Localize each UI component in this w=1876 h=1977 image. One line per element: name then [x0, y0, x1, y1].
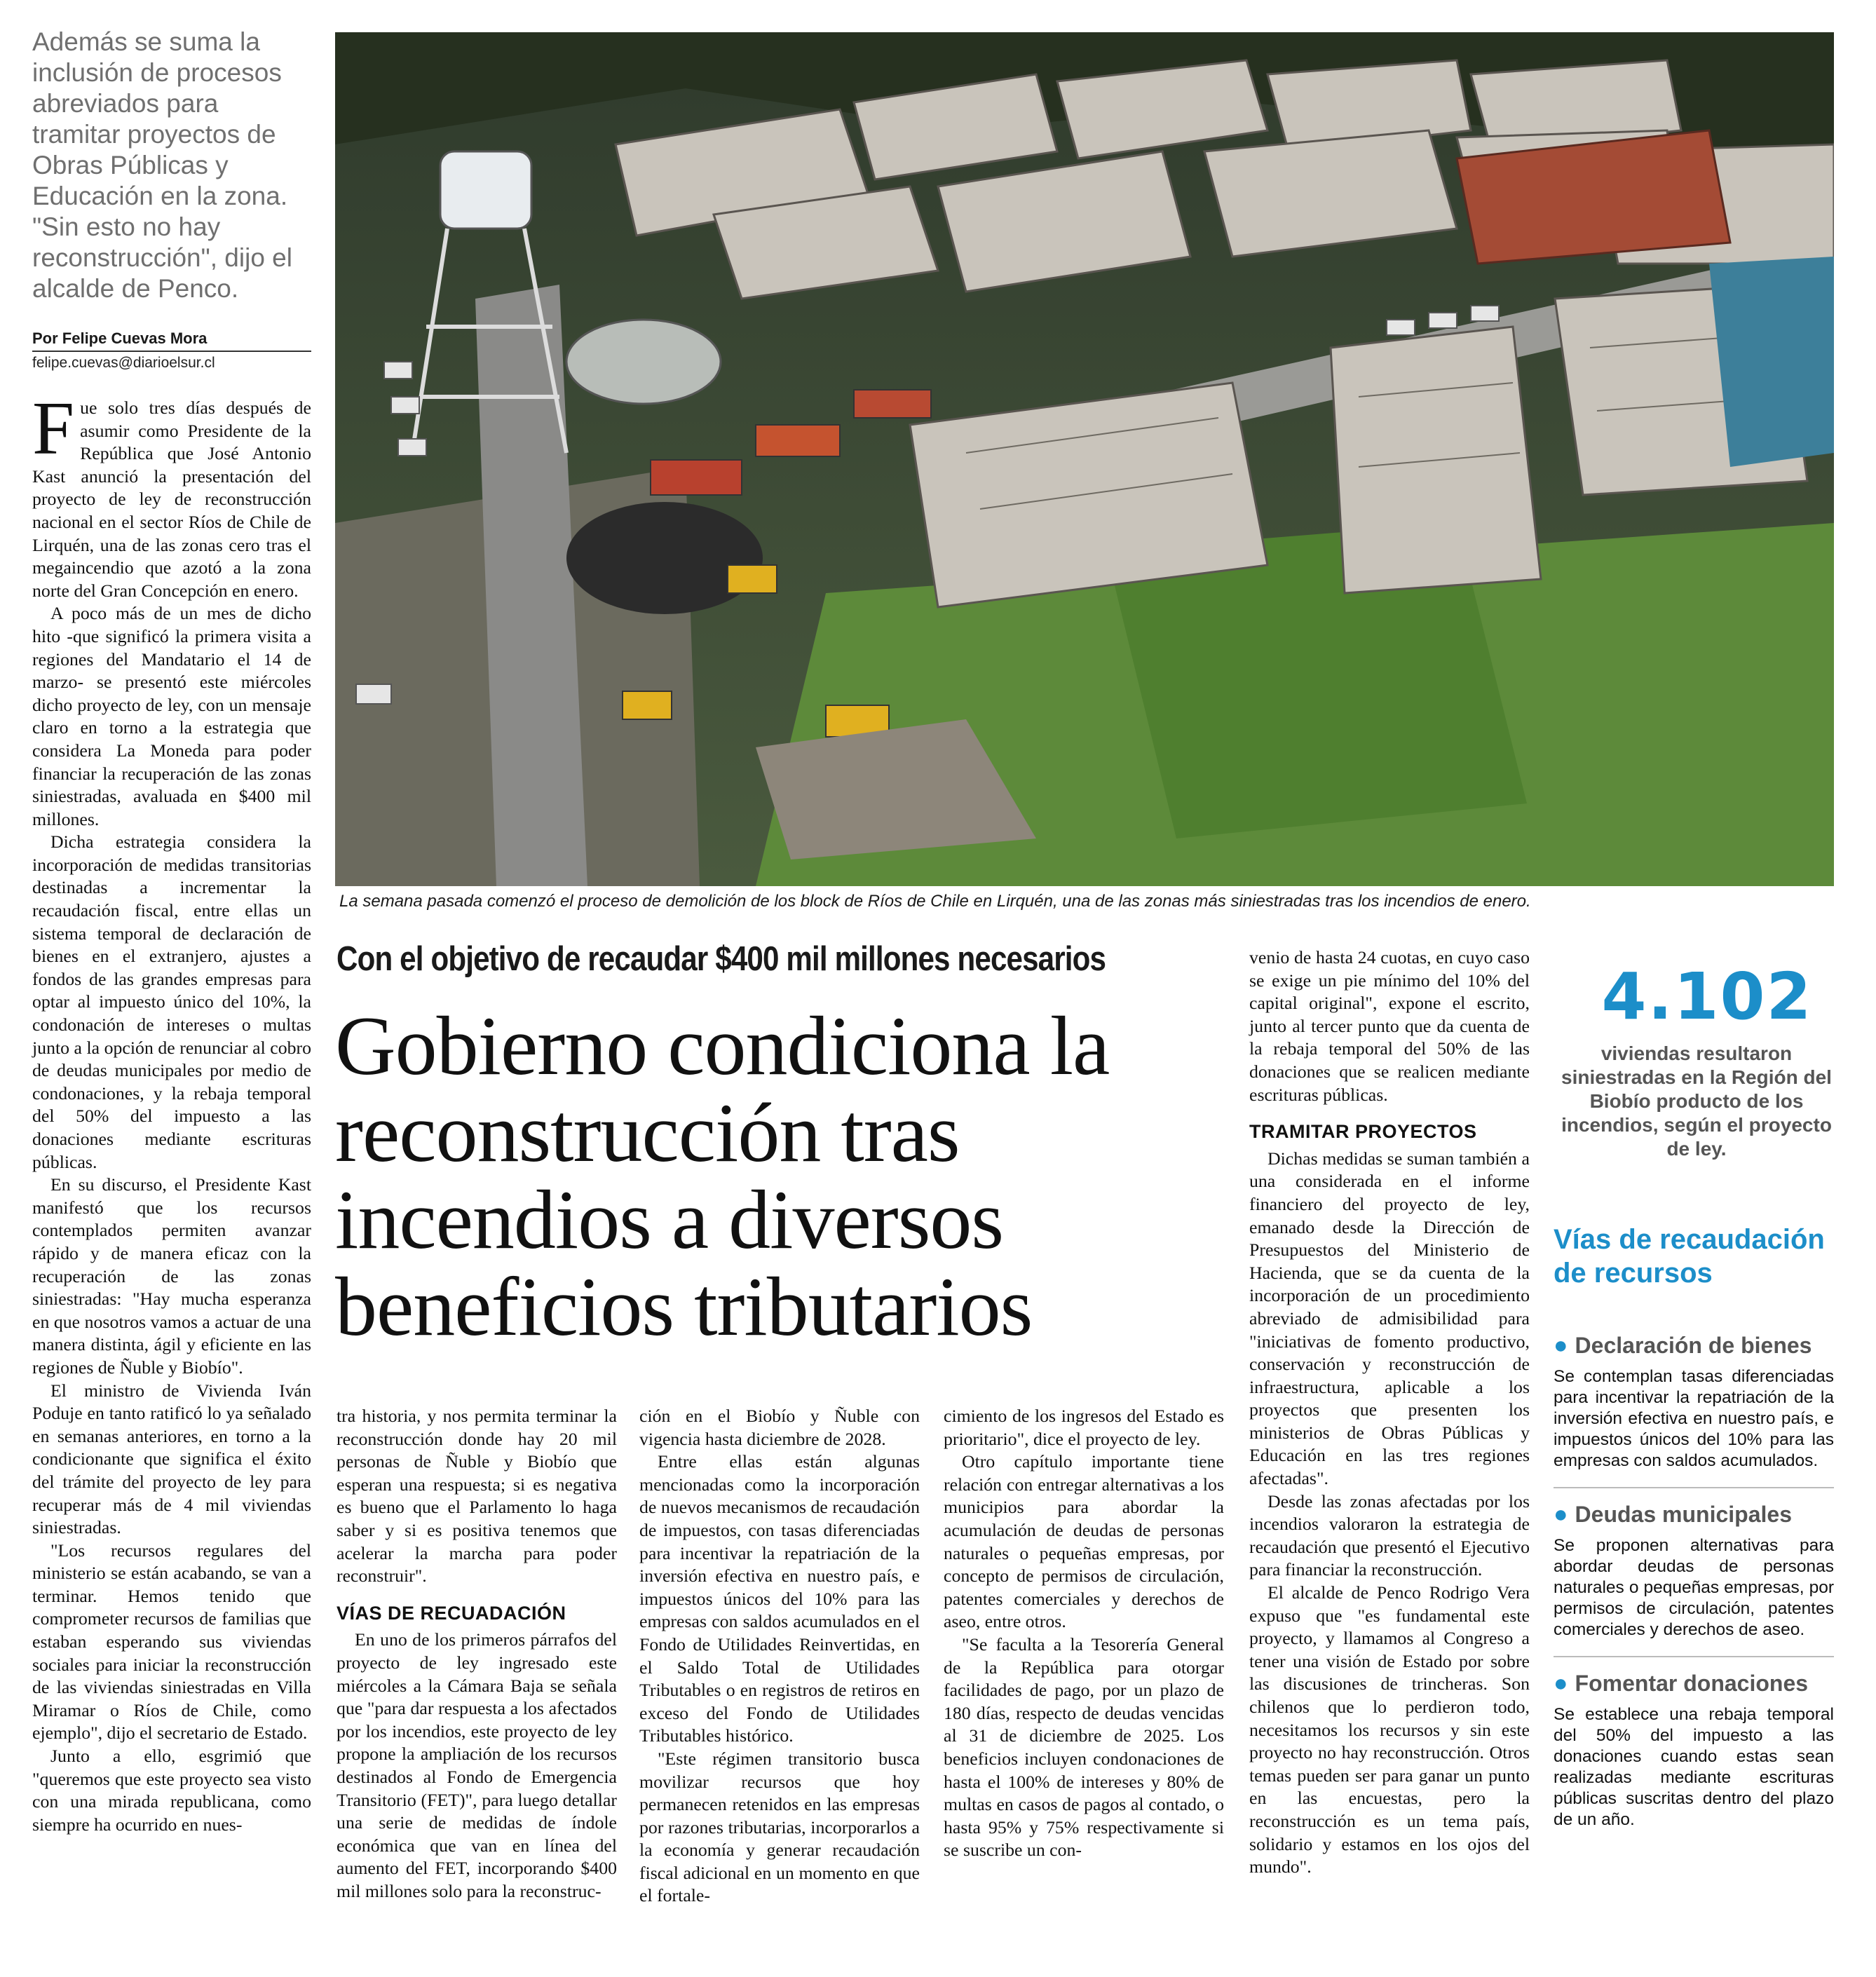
paragraph: "Se faculta a la Tesorería General de la República para otorgar facilidades de pago, por un plazo de 180 días, respecto de deudas vencidas al 31 de diciembre de 2025. Los beneficios incluyen condonaciones de hasta el 100% de intereses y 80% de multas en casos de pagos al contado, o hasta 95% y 75% respectivamente si se suscribe un con- [944, 1633, 1224, 1861]
paragraph: Junto a ello, esgrimió que "queremos que este proyecto sea visto con una mirada republicana, como siempre ha ocurrido en nues- [32, 1746, 311, 1835]
paragraph: cimiento de los ingresos del Estado es prioritario", dice el proyecto de ley. [944, 1406, 1224, 1449]
headline: Gobierno condiciona la reconstrucción tras incendios a diversos beneficios tributarios [335, 999, 1110, 1353]
sidebar-list [1554, 1332, 1834, 1830]
paragraph: El alcalde de Penco Rodrigo Vera expuso que "es fundamental este proyecto, y llamamos al Congreso a tener una visión de Estado por sobre las discusiones de trincheras. Son chilenos que lo perdieron todo, necesitamos los recursos y sin este proyecto no hay reconstrucción. Otros temas pueden ser para ganar un punto en las encuestas, pero la reconstrucción es un tema país, solidario y estamos en los ojos del mundo". [1249, 1582, 1530, 1877]
article-column-3 [639, 1405, 920, 1908]
divider [1554, 1487, 1834, 1488]
bullet-icon: ● [1554, 1501, 1568, 1528]
paragraph: A poco más de un mes de dicho hito -que significó la primera visita a regiones del Mandatario el 14 de marzo- se presentó este miércoles dicho proyecto de ley, con un mensaje claro en torno a la estrategia que considera La Moneda para poder financiar la recuperación de las zonas siniestradas, avaluada en $400 mil millones. [32, 603, 311, 829]
aerial-photo-illustration [335, 32, 1834, 886]
bullet-icon: ● [1554, 1670, 1568, 1697]
sidebar-item-title: Fomentar donaciones [1575, 1671, 1809, 1696]
subheading: VÍAS DE RECUADACIÓN [337, 1602, 566, 1624]
paragraph: En uno de los primeros párrafos del proyecto de ley ingresado este miércoles a la Cámara Baja se señala que "para dar respuesta a los afectados por los incendios, este proyecto de ley propone la ampliación de los recursos destinados al Fondo de Emergencia Transitorio (FET)", para luego detallar una serie de medidas de índole económica que van en línea del aumento del FET, incorporando $400 mil millones solo para la reconstruc- [337, 1629, 617, 1901]
article-column-4 [944, 1405, 1224, 1862]
photo-caption: La semana pasada comenzó el proceso de demolición de los block de Ríos de Chile en Lirquén, una de las zonas más siniestradas tras los incendios de enero. [339, 892, 1531, 911]
divider [1554, 1656, 1834, 1657]
paragraph: Desde las zonas afectadas por los incendios valoraron la estrategia de recaudación que presentó el Ejecutivo para financiar la reconstrucción. [1249, 1490, 1530, 1580]
paragraph: venio de hasta 24 cuotas, en cuyo caso se exige un pie mínimo del 10% del capital original", expone el escrito, junto al tercer punto que da cuenta de la rebaja temporal del 50% de las donaciones que se realicen mediante escrituras públicas. [1249, 947, 1530, 1105]
sidebar-item-title: Declaración de bienes [1575, 1333, 1812, 1358]
kicker: Con el objetivo de recaudar $400 mil millones necesarios [337, 940, 1106, 978]
sidebar-item [1554, 1670, 1834, 1830]
sidebar-item-title: Deudas municipales [1575, 1502, 1792, 1527]
article-column-2 [337, 1405, 617, 1903]
paragraph: El ministro de Vivienda Iván Poduje en tanto ratificó lo ya señalado en semanas anteriores, en torno a la condicionante que significa el éxito del trámite del proyecto de ley para recuperar más de 4 mil viviendas siniestradas. [32, 1380, 311, 1538]
sidebar-item-text: Se establece una rebaja temporal del 50% del impuesto a las donaciones cuando estas sean realizadas mediante escrituras públicas suscritas dentro del plazo de un año. [1554, 1705, 1834, 1829]
paragraph: ue solo tres días después de asumir como Presidente de la República que José Antonio Kast anunció la presentación del proyecto de ley de reconstrucción nacional en el sector Ríos de Chile de Lirquén, una de las zonas cero tras el megaincendio que azotó a la zona norte del Gran Concepción en enero. [32, 398, 311, 601]
stat-number: 4.102 [1601, 959, 1813, 1034]
article-column-5 [1249, 946, 1530, 1879]
article-column-1 [32, 387, 311, 1836]
paragraph: Dichas medidas se suman también a una considerada en el informe financiero del proyecto de ley, emanado desde la Dirección de Presupuestos del Ministerio de Hacienda, que se da cuenta de la incorporación de un procedimiento abreviado de admisibilidad para "iniciativas de fomento productivo, conservación y reconstrucción de infraestructura, aplicable a los proyectos que presenten los ministerios de Obras Públicas y Educación en las tres regiones afectadas". [1249, 1148, 1530, 1489]
sidebar-item-text: Se proponen alternativas para abordar deudas de personas naturales o pequeñas empresas, por permisos de circulación, patentes comerciales y derechos de aseo. [1554, 1536, 1834, 1639]
news-photo [335, 32, 1834, 886]
sidebar-item-text: Se contemplan tasas diferenciadas para incentivar la repatriación de la inversión efectiva en nuestro país, e impuestos únicos del 10% para las empresas con saldos acumulados. [1554, 1367, 1834, 1470]
paragraph: "Este régimen transitorio busca movilizar recursos que hoy permanecen retenidos en las empresas por razones tributarias, incorporarlos a la economía y generar recaudación fiscal adicional en un momento en que el fortale- [639, 1748, 920, 1906]
sidebar-item [1554, 1332, 1834, 1472]
subheading: TRAMITAR PROYECTOS [1249, 1121, 1477, 1143]
bullet-icon: ● [1554, 1332, 1568, 1359]
paragraph: Entre ellas están algunas mencionadas como la incorporación de nuevos mecanismos de recaudación de impuestos, con tasas diferenciadas para incentivar la repatriación de la inversión efectiva en nuestro país, e impuestos únicos del 10% para las empresas con saldos acumulados en el Fondo de Utilidades Reinvertidas, en el Saldo Total de Utilidades Tributables o en registros de retiros en exceso del Fondo de Utilidades Tributables histórico. [639, 1451, 920, 1746]
byline-author: Por Felipe Cuevas Mora [32, 330, 311, 352]
stat-description: viviendas resultaron siniestradas en la Región del Biobío producto de los incendios, según el proyecto de ley. [1561, 1042, 1832, 1160]
paragraph: "Los recursos regulares del ministerio se están acabando, se van a terminar. Hemos tenido que comprometer recursos de familias que estaban esperando sus viviendas sociales para iniciar la reconstrucción de las viviendas siniestradas en Villa Miramar o Ríos de Chile, como ejemplo", dijo el secretario de Estado. [32, 1540, 311, 1744]
paragraph: En su discurso, el Presidente Kast manifestó que los recursos contemplados permiten avanzar rápido y de manera eficaz con la recuperación de las zonas siniestradas: "Hay mucha esperanza en que nosotros vamos a actuar de una manera distinta, ágil y eficiente en las regiones de Ñuble y Biobío". [32, 1174, 311, 1378]
paragraph: Dicha estrategia considera la incorporación de medidas transitorias destinadas a incrementar la recaudación fiscal, entre ellas un sistema temporal de declaración de bienes en el extranjero, ajustes a fondos de las grandes empresas para optar al impuesto único del 10%, la condonación de intereses o multas junto a la opción de renunciar al cobro de deudas municipales por medio de condonaciones, y la rebaja temporal del 50% del impuesto a las donaciones mediante escrituras públicas. [32, 831, 311, 1172]
paragraph: ción en el Biobío y Ñuble con vigencia hasta diciembre de 2028. [639, 1406, 920, 1449]
lead-text: Además se suma la inclusión de procesos abreviados para tramitar proyectos de Obras Públicas y Educación en la zona. "Sin esto no hay reconstrucción", dijo el alcalde de Penco. [32, 27, 292, 303]
paragraph: tra historia, y nos permita terminar la reconstrucción donde hay 20 mil personas de Ñuble y Biobío que esperan una respuesta; si es negativa es bueno que el Parlamento lo haga saber y si es positiva tenemos que acelerar la marcha para poder reconstruir". [337, 1406, 617, 1587]
sidebar-item [1554, 1501, 1834, 1640]
dropcap: F [32, 387, 75, 470]
paragraph: Otro capítulo importante tiene relación con entregar alternativas a los municipios para abordar la acumulación de deudas de personas naturales o pequeñas empresas, por concepto de permisos de circulación, patentes comerciales y derechos de aseo, entre otros. [944, 1451, 1224, 1632]
sidebar-title: Vías de recaudación de recursos [1554, 1224, 1825, 1289]
byline-email[interactable]: felipe.cuevas@diarioelsur.cl [32, 355, 215, 371]
